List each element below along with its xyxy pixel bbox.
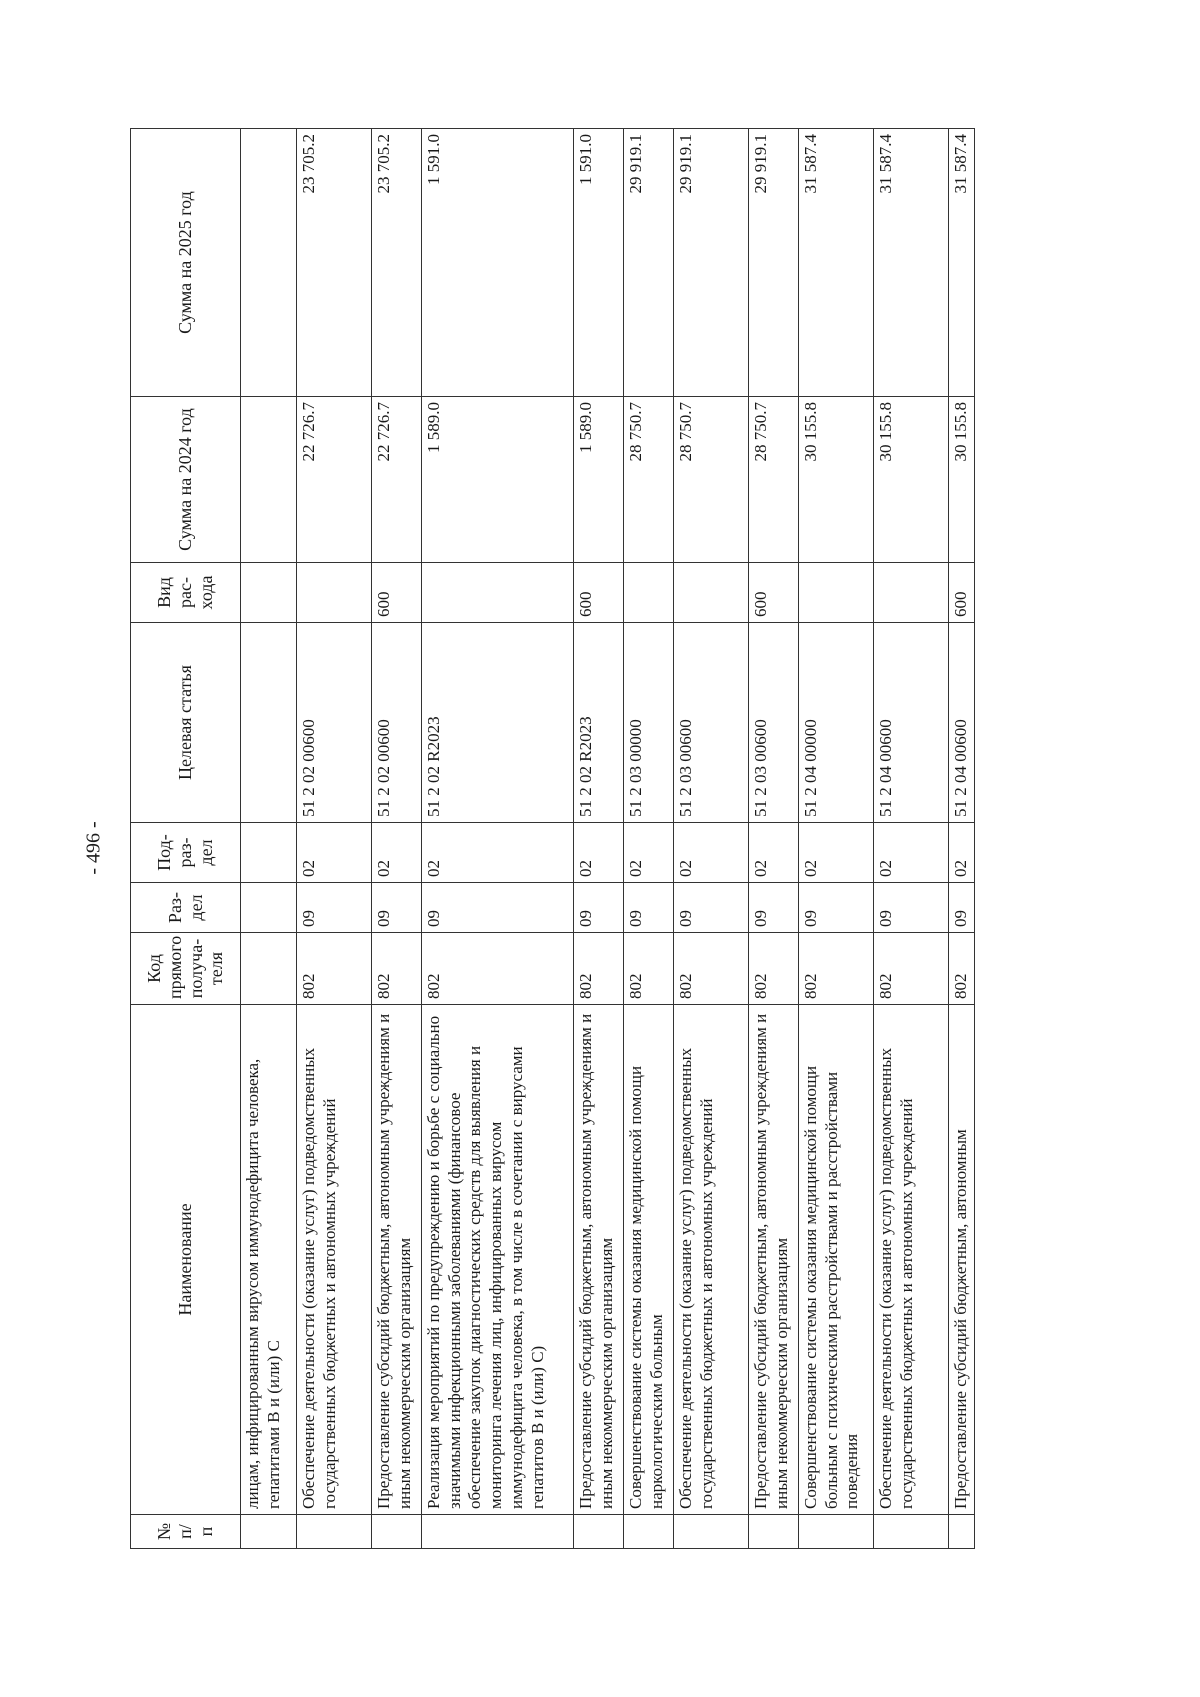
cell-name: Предоставление субсидий бюджетным, автономным учреждениям и иным некоммерческим организациям (574, 1005, 624, 1515)
cell-name: Обеспечение деятельности (оказание услуг) подведомственных государственных бюджетных и автономных учреждений (674, 1005, 749, 1515)
cell-expense (799, 563, 874, 623)
cell-expense (624, 563, 674, 623)
header-name: Наименование (131, 1005, 241, 1515)
cell-article: 51 2 04 00600 (874, 623, 949, 823)
cell-recipient: 802 (749, 933, 799, 1005)
header-sum2024: Сумма на 2024 год (131, 397, 241, 563)
cell-subsection: 02 (574, 823, 624, 883)
cell-expense: 600 (574, 563, 624, 623)
cell-section: 09 (799, 883, 874, 933)
table-header-row (131, 129, 241, 1549)
cell-num (297, 1515, 372, 1549)
cell-sum2024: 28 750.7 (674, 397, 749, 563)
cell-sum2025: 29 919.1 (674, 129, 749, 397)
cell-section: 09 (297, 883, 372, 933)
cell-sum2024: 30 155.8 (799, 397, 874, 563)
cell-num (372, 1515, 422, 1549)
cell-expense (241, 563, 297, 623)
cell-subsection: 02 (674, 823, 749, 883)
cell-recipient (241, 933, 297, 1005)
rotated-sheet (130, 129, 970, 1549)
table-row (422, 129, 574, 1549)
cell-sum2025: 1 591.0 (422, 129, 574, 397)
cell-subsection: 02 (874, 823, 949, 883)
cell-recipient: 802 (624, 933, 674, 1005)
cell-expense (874, 563, 949, 623)
table-row (674, 129, 749, 1549)
table-row (799, 129, 874, 1549)
cell-sum2025: 31 587.4 (874, 129, 949, 397)
cell-recipient: 802 (799, 933, 874, 1005)
cell-section: 09 (674, 883, 749, 933)
table-row (949, 129, 975, 1549)
cell-num (241, 1515, 297, 1549)
cell-sum2025 (241, 129, 297, 397)
cell-name: Совершенствование системы оказания медицинской помощи больным с психическими расстройствами и расстройствами поведения (799, 1005, 874, 1515)
cell-name: Обеспечение деятельности (оказание услуг) подведомственных государственных бюджетных и автономных учреждений (297, 1005, 372, 1515)
cell-recipient: 802 (674, 933, 749, 1005)
cell-section: 09 (574, 883, 624, 933)
cell-num (874, 1515, 949, 1549)
cell-section: 09 (422, 883, 574, 933)
table-rotor (130, 129, 970, 1549)
budget-table (130, 128, 975, 1549)
cell-num (749, 1515, 799, 1549)
cell-subsection: 02 (372, 823, 422, 883)
cell-name: Предоставление субсидий бюджетным, автономным учреждениям и иным некоммерческим организациям (749, 1005, 799, 1515)
cell-expense (297, 563, 372, 623)
header-num: № п/п (131, 1515, 241, 1549)
cell-sum2024: 30 155.8 (874, 397, 949, 563)
cell-expense: 600 (749, 563, 799, 623)
cell-article: 51 2 03 00000 (624, 623, 674, 823)
cell-article: 51 2 02 R2023 (422, 623, 574, 823)
cell-recipient: 802 (949, 933, 975, 1005)
cell-num (422, 1515, 574, 1549)
cell-subsection (241, 823, 297, 883)
cell-sum2025: 1 591.0 (574, 129, 624, 397)
cell-name: Предоставление субсидий бюджетным, автономным (949, 1005, 975, 1515)
table-row (372, 129, 422, 1549)
cell-section: 09 (874, 883, 949, 933)
cell-section: 09 (949, 883, 975, 933)
header-subsection: Под-раз-дел (131, 823, 241, 883)
cell-article: 51 2 02 00600 (297, 623, 372, 823)
table-row (624, 129, 674, 1549)
cell-name: Обеспечение деятельности (оказание услуг) подведомственных государственных бюджетных и автономных учреждений (874, 1005, 949, 1515)
cell-sum2024: 1 589.0 (574, 397, 624, 563)
cell-sum2025: 29 919.1 (624, 129, 674, 397)
cell-sum2024: 22 726.7 (297, 397, 372, 563)
cell-expense (422, 563, 574, 623)
cell-section: 09 (372, 883, 422, 933)
cell-recipient: 802 (874, 933, 949, 1005)
cell-name: Реализация мероприятий по предупреждению и борьбе с социально значимыми инфекционными заболеваниями (финансовое обеспечение закупок диагностических средств для выявления и мониторинга лечения лиц, инфицированных вирусом иммунодефицита человека, в том числе в сочетании с вирусами гепатитов В и (или) С) (422, 1005, 574, 1515)
cell-article (241, 623, 297, 823)
cell-sum2025: 23 705.2 (297, 129, 372, 397)
header-section: Раз-дел (131, 883, 241, 933)
cell-num (949, 1515, 975, 1549)
cell-sum2025: 31 587.4 (799, 129, 874, 397)
cell-subsection: 02 (749, 823, 799, 883)
table-row (574, 129, 624, 1549)
cell-num (799, 1515, 874, 1549)
header-article: Целевая статья (131, 623, 241, 823)
cell-article: 51 2 02 00600 (372, 623, 422, 823)
cell-name: Совершенствование системы оказания медицинской помощи наркологическим больным (624, 1005, 674, 1515)
table-row (297, 129, 372, 1549)
cell-article: 51 2 04 00600 (949, 623, 975, 823)
cell-article: 51 2 02 R2023 (574, 623, 624, 823)
cell-sum2025: 31 587.4 (949, 129, 975, 397)
cell-recipient: 802 (422, 933, 574, 1005)
cell-recipient: 802 (574, 933, 624, 1005)
cell-num (624, 1515, 674, 1549)
cell-sum2024: 28 750.7 (749, 397, 799, 563)
cell-sum2024: 28 750.7 (624, 397, 674, 563)
header-sum2025: Сумма на 2025 год (131, 129, 241, 397)
cell-sum2025: 23 705.2 (372, 129, 422, 397)
cell-recipient: 802 (297, 933, 372, 1005)
cell-sum2025: 29 919.1 (749, 129, 799, 397)
table-body (241, 129, 975, 1549)
cell-expense: 600 (372, 563, 422, 623)
cell-sum2024 (241, 397, 297, 563)
cell-article: 51 2 03 00600 (674, 623, 749, 823)
table-row (874, 129, 949, 1549)
table-row (241, 129, 297, 1549)
cell-section: 09 (749, 883, 799, 933)
cell-name: Предоставление субсидий бюджетным, автономным учреждениям и иным некоммерческим организациям (372, 1005, 422, 1515)
cell-article: 51 2 04 00000 (799, 623, 874, 823)
cell-expense: 600 (949, 563, 975, 623)
cell-recipient: 802 (372, 933, 422, 1005)
cell-sum2024: 1 589.0 (422, 397, 574, 563)
header-expense: Вид рас-хода (131, 563, 241, 623)
header-recipient: Код прямого получа-теля (131, 933, 241, 1005)
cell-section: 09 (624, 883, 674, 933)
cell-sum2024: 30 155.8 (949, 397, 975, 563)
cell-num (674, 1515, 749, 1549)
cell-section (241, 883, 297, 933)
cell-subsection: 02 (422, 823, 574, 883)
cell-subsection: 02 (799, 823, 874, 883)
cell-expense (674, 563, 749, 623)
cell-subsection: 02 (297, 823, 372, 883)
page-number: - 496 - (82, 821, 105, 875)
cell-name: лицам, инфицированным вирусом иммунодефицита человека, гепатитами В и (или) С (241, 1005, 297, 1515)
cell-article: 51 2 03 00600 (749, 623, 799, 823)
table-row (749, 129, 799, 1549)
cell-sum2024: 22 726.7 (372, 397, 422, 563)
cell-num (574, 1515, 624, 1549)
cell-subsection: 02 (949, 823, 975, 883)
cell-subsection: 02 (624, 823, 674, 883)
